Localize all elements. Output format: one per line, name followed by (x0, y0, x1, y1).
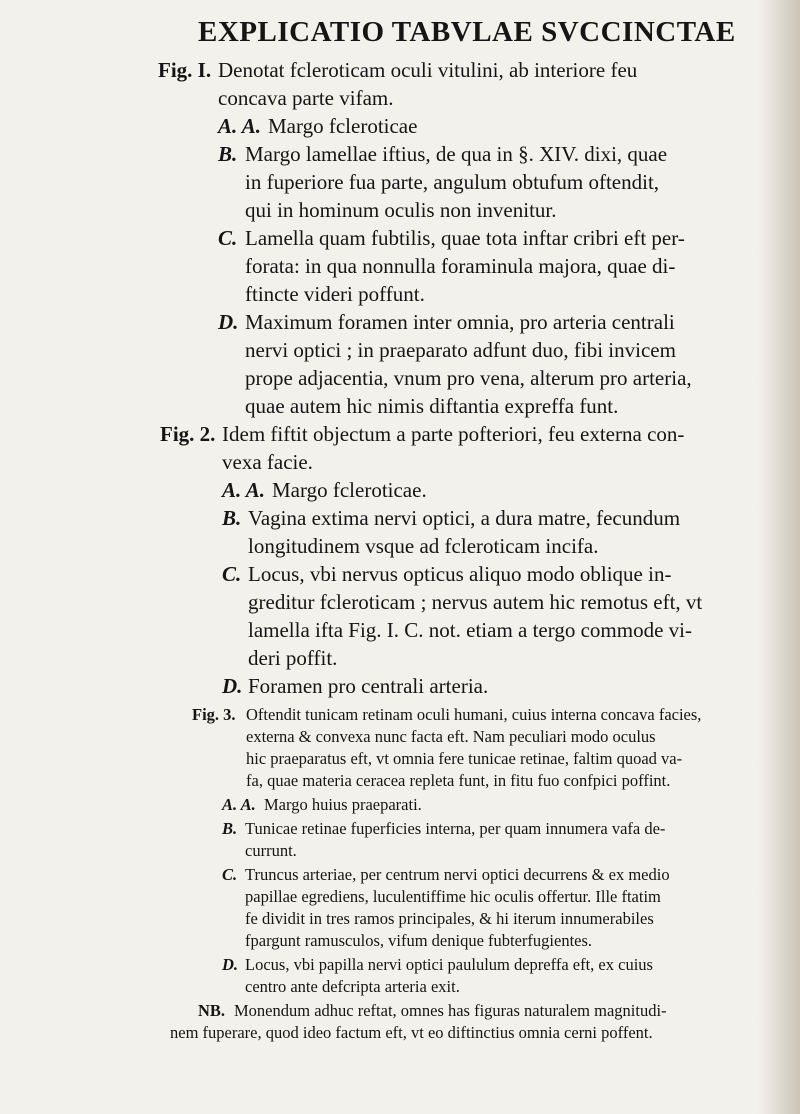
fig1-label: Fig. I. (158, 58, 212, 82)
fig3-d-label: D. (222, 955, 239, 974)
fig3-intro-line: externa & convexa nunc facta eft. Nam peculiari modo oculus (246, 727, 656, 746)
fig3-c-line: fe dividit in tres ramos principales, & hi iterum innumerabiles (245, 909, 654, 928)
fig2-a-text: Margo fcleroticae. (272, 478, 427, 502)
nb-line: Monendum adhuc reftat, omnes has figuras naturalem magnitudi- (234, 1001, 667, 1020)
fig3-b-line: currunt. (245, 841, 297, 860)
fig1-c-line: ftincte videri poffunt. (245, 282, 425, 306)
fig3-intro-line: hic praeparatus eft, vt omnia fere tunicae retinae, faltim quoad va- (246, 749, 683, 768)
fig1-a-text: Margo fcleroticae (268, 114, 418, 138)
fig2-intro-cont: vexa facie. (222, 450, 313, 474)
fig1-intro-cont: concava parte vifam. (218, 86, 394, 110)
fig3-a-text: Margo huius praeparati. (264, 795, 422, 814)
nb-line: nem fuperare, quod ideo factum eft, vt eo diftinctius omnia cerni poffent. (170, 1023, 653, 1042)
fig1-d-line: nervi optici ; in praeparato adfunt duo, fibi invicem (245, 338, 676, 362)
fig3-d-line: Locus, vbi papilla nervi optici paululum depreffa eft, ex cuius (245, 955, 653, 974)
fig1-d-line: quae autem hic nimis diftantia expreffa funt. (245, 394, 619, 418)
fig1-b-line: Margo lamellae iftius, de qua in §. XIV. dixi, quae (245, 142, 668, 166)
fig1-b-label: B. (218, 142, 238, 166)
fig2-b-label: B. (222, 506, 242, 530)
fig3-c-line: Truncus arteriae, per centrum nervi optici decurrens & ex medio (245, 865, 670, 884)
fig1-intro: Denotat fcleroticam oculi vitulini, ab interiore feu (218, 58, 638, 82)
fig1-c-line: Lamella quam fubtilis, quae tota inftar cribri eft per- (245, 226, 685, 250)
fig3-c-line: fpargunt ramusculos, vifum denique fubterfugientes. (245, 931, 593, 950)
fig3-b-line: Tunicae retinae fuperficies interna, per quam innumera vafa de- (245, 819, 666, 838)
fig2-b-line: Vagina extima nervi optici, a dura matre, fecundum (248, 506, 681, 530)
fig3-intro-line: fa, quae materia ceracea repleta funt, in fitu fuo confpici poffint. (246, 771, 671, 790)
fig3-d-line: centro ante defcripta arteria exit. (245, 977, 460, 996)
fig1-d-label: D. (218, 310, 239, 334)
fig2-b-line: longitudinem vsque ad fcleroticam incifa. (248, 534, 599, 558)
fig1-d-line: prope adjacentia, vnum pro vena, alterum pro arteria, (245, 366, 692, 390)
fig2-c-line: Locus, vbi nervus opticus aliquo modo oblique in- (248, 562, 672, 586)
fig1-c-line: forata: in qua nonnulla foraminula majora, quae di- (245, 254, 676, 278)
fig3-c-line: papillae egrediens, luculentiffime hic oculis offertur. Ille ftatim (245, 887, 661, 906)
fig1-a-label: A. A. (218, 114, 261, 138)
fig3-label: Fig. 3. (192, 705, 236, 724)
fig2-d-text: Foramen pro centrali arteria. (248, 674, 489, 698)
fig3-intro-line: Oftendit tunicam retinam oculi humani, cuius interna concava facies, (246, 705, 702, 724)
fig2-c-line: greditur fcleroticam ; nervus autem hic remotus eft, vt (248, 590, 703, 614)
fig1-b-line: qui in hominum oculis non invenitur. (245, 198, 557, 222)
nb-label: NB. (198, 1001, 226, 1020)
fig1-d-line: Maximum foramen inter omnia, pro arteria centrali (245, 310, 675, 334)
fig2-c-label: C. (222, 562, 242, 586)
fig3-b-label: B. (222, 819, 238, 838)
fig2-a-label: A. A. (222, 478, 265, 502)
fig3-c-label: C. (222, 865, 238, 884)
fig2-label: Fig. 2. (160, 422, 216, 446)
fig2-d-label: D. (222, 674, 243, 698)
page-heading: EXPLICATIO TABVLAE SVCCINCTAE (198, 16, 736, 48)
fig3-a-label: A. A. (222, 795, 256, 814)
fig2-intro: Idem fiftit objectum a parte pofteriori, feu externa con- (222, 422, 685, 446)
fig2-c-line: deri poffit. (248, 646, 338, 670)
page-edge-shadow (758, 0, 800, 1114)
fig1-c-label: C. (218, 226, 238, 250)
fig2-c-line: lamella ifta Fig. I. C. not. etiam a tergo commode vi- (248, 618, 693, 642)
fig1-b-line: in fuperiore fua parte, angulum obtufum oftendit, (245, 170, 660, 194)
